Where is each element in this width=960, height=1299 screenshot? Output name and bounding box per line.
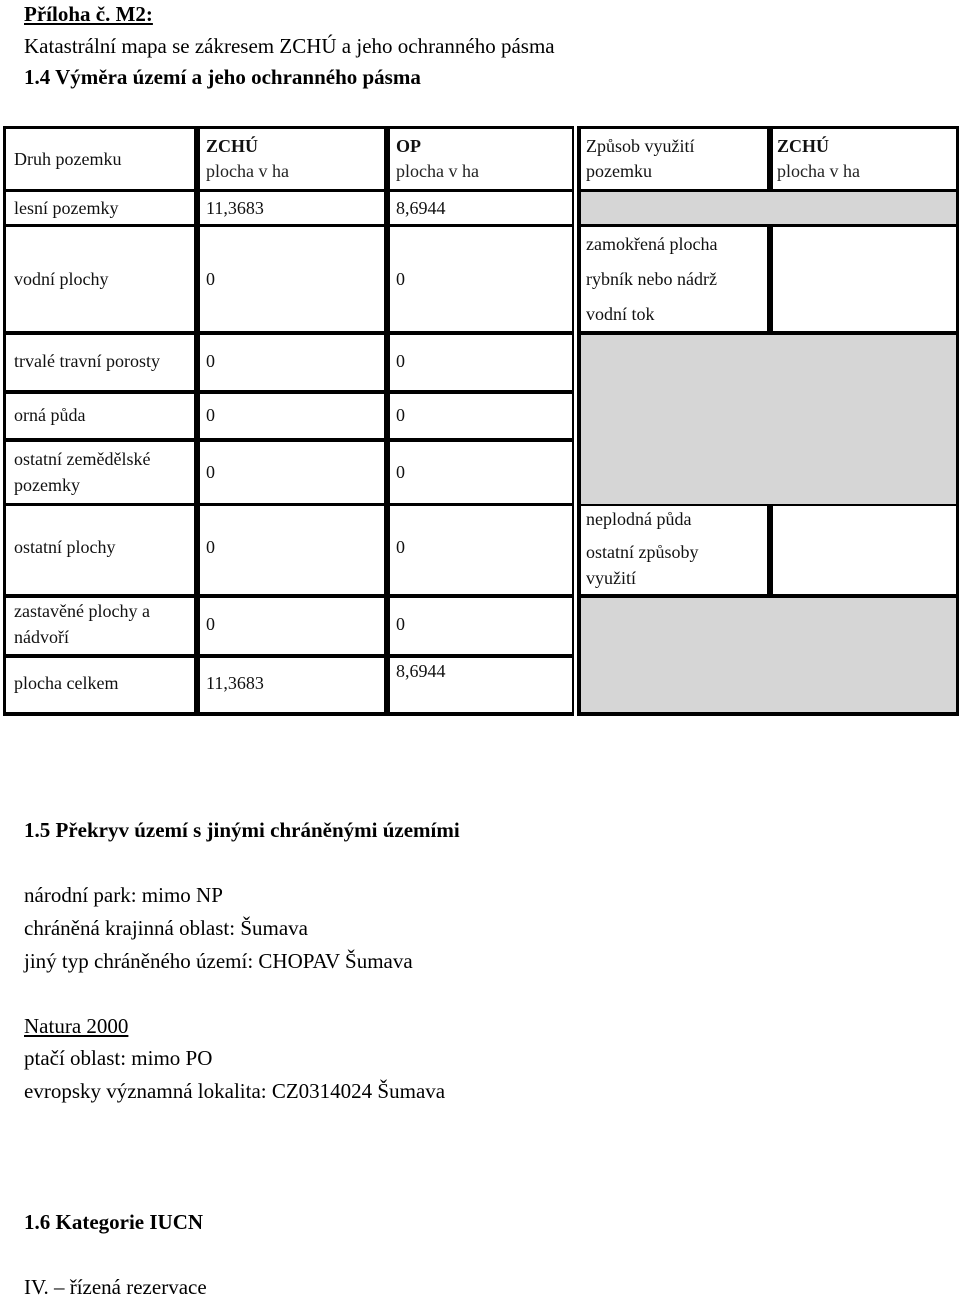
row-ozp-label: ostatní zemědělské pozemky — [6, 442, 194, 503]
row-zastavene-label: zastavěné plochy a nádvoří — [6, 598, 194, 654]
annex-subtitle: Katastrální mapa se zákresem ZCHÚ a jeho ochranného pásma — [24, 34, 555, 58]
bird-area-line: ptačí oblast: mimo PO — [24, 1046, 213, 1070]
usage-gray-block-2 — [581, 598, 956, 712]
row-orna-label: orná půda — [6, 394, 194, 438]
usage-other-list: neplodná půda ostatní způsoby využití — [581, 506, 767, 594]
row-celkem-zchu: 11,3683 — [200, 658, 384, 712]
row-orna-zchu: 0 — [200, 394, 384, 438]
th-druh-pozemku: Druh pozemku — [6, 129, 194, 189]
row-lesni-label: lesní pozemky — [6, 192, 194, 224]
row-zastavene-zchu: 0 — [200, 598, 384, 654]
row-lesni-usage — [581, 192, 956, 224]
row-ostatni-plochy-op: 0 — [390, 506, 572, 594]
row-orna-op: 0 — [390, 394, 572, 438]
evl-line: evropsky významná lokalita: CZ0314024 Šumava — [24, 1079, 446, 1103]
section-1-6-title: 1.6 Kategorie IUCN — [24, 1210, 204, 1234]
row-celkem-label: plocha celkem — [6, 658, 194, 712]
row-ozp-op: 0 — [390, 442, 572, 503]
row-vodni-zchu: 0 — [200, 227, 384, 331]
row-lesni-zchu: 11,3683 — [200, 192, 384, 224]
usage-other-area — [773, 506, 956, 594]
section-1-4-title: 1.4 Výměra území a jeho ochranného pásma — [24, 65, 421, 89]
row-vodni-op: 0 — [390, 227, 572, 331]
iucn-category: IV. – řízená rezervace — [24, 1275, 207, 1299]
row-ostatni-plochy-label: ostatní plochy — [6, 506, 194, 594]
area-table — [3, 126, 959, 716]
row-ozp-zchu: 0 — [200, 442, 384, 503]
row-ttp-zchu: 0 — [200, 335, 384, 390]
section-1-5-title: 1.5 Překryv území s jinými chráněnými územími — [24, 818, 460, 842]
national-park-line: národní park: mimo NP — [24, 883, 223, 907]
chko-line: chráněná krajinná oblast: Šumava — [24, 916, 308, 940]
row-zastavene-op: 0 — [390, 598, 572, 654]
row-ostatni-plochy-zchu: 0 — [200, 506, 384, 594]
natura-title: Natura 2000 — [24, 1014, 129, 1038]
th-op: OP plocha v ha — [390, 129, 572, 189]
th-zchu-2: ZCHÚ plocha v ha — [773, 129, 956, 189]
row-ttp-op: 0 — [390, 335, 572, 390]
row-lesni-op: 8,6944 — [390, 192, 572, 224]
table-divider-gap — [574, 126, 577, 716]
usage-gray-block-1 — [581, 335, 956, 504]
row-vodni-label: vodní plochy — [6, 227, 194, 331]
row-ttp-label: trvalé travní porosty — [6, 335, 194, 390]
th-zchu: ZCHÚ plocha v ha — [200, 129, 384, 189]
usage-water-area — [773, 227, 956, 331]
usage-water-list: zamokřená plocha rybník nebo nádrž vodní tok — [581, 227, 767, 331]
other-protected-line: jiný typ chráněného území: CHOPAV Šumava — [24, 949, 413, 973]
annex-title: Příloha č. M2: — [24, 2, 153, 26]
row-celkem-op: 8,6944 — [390, 658, 572, 712]
th-zpusob-vyuziti: Způsob využití pozemku — [581, 129, 767, 189]
